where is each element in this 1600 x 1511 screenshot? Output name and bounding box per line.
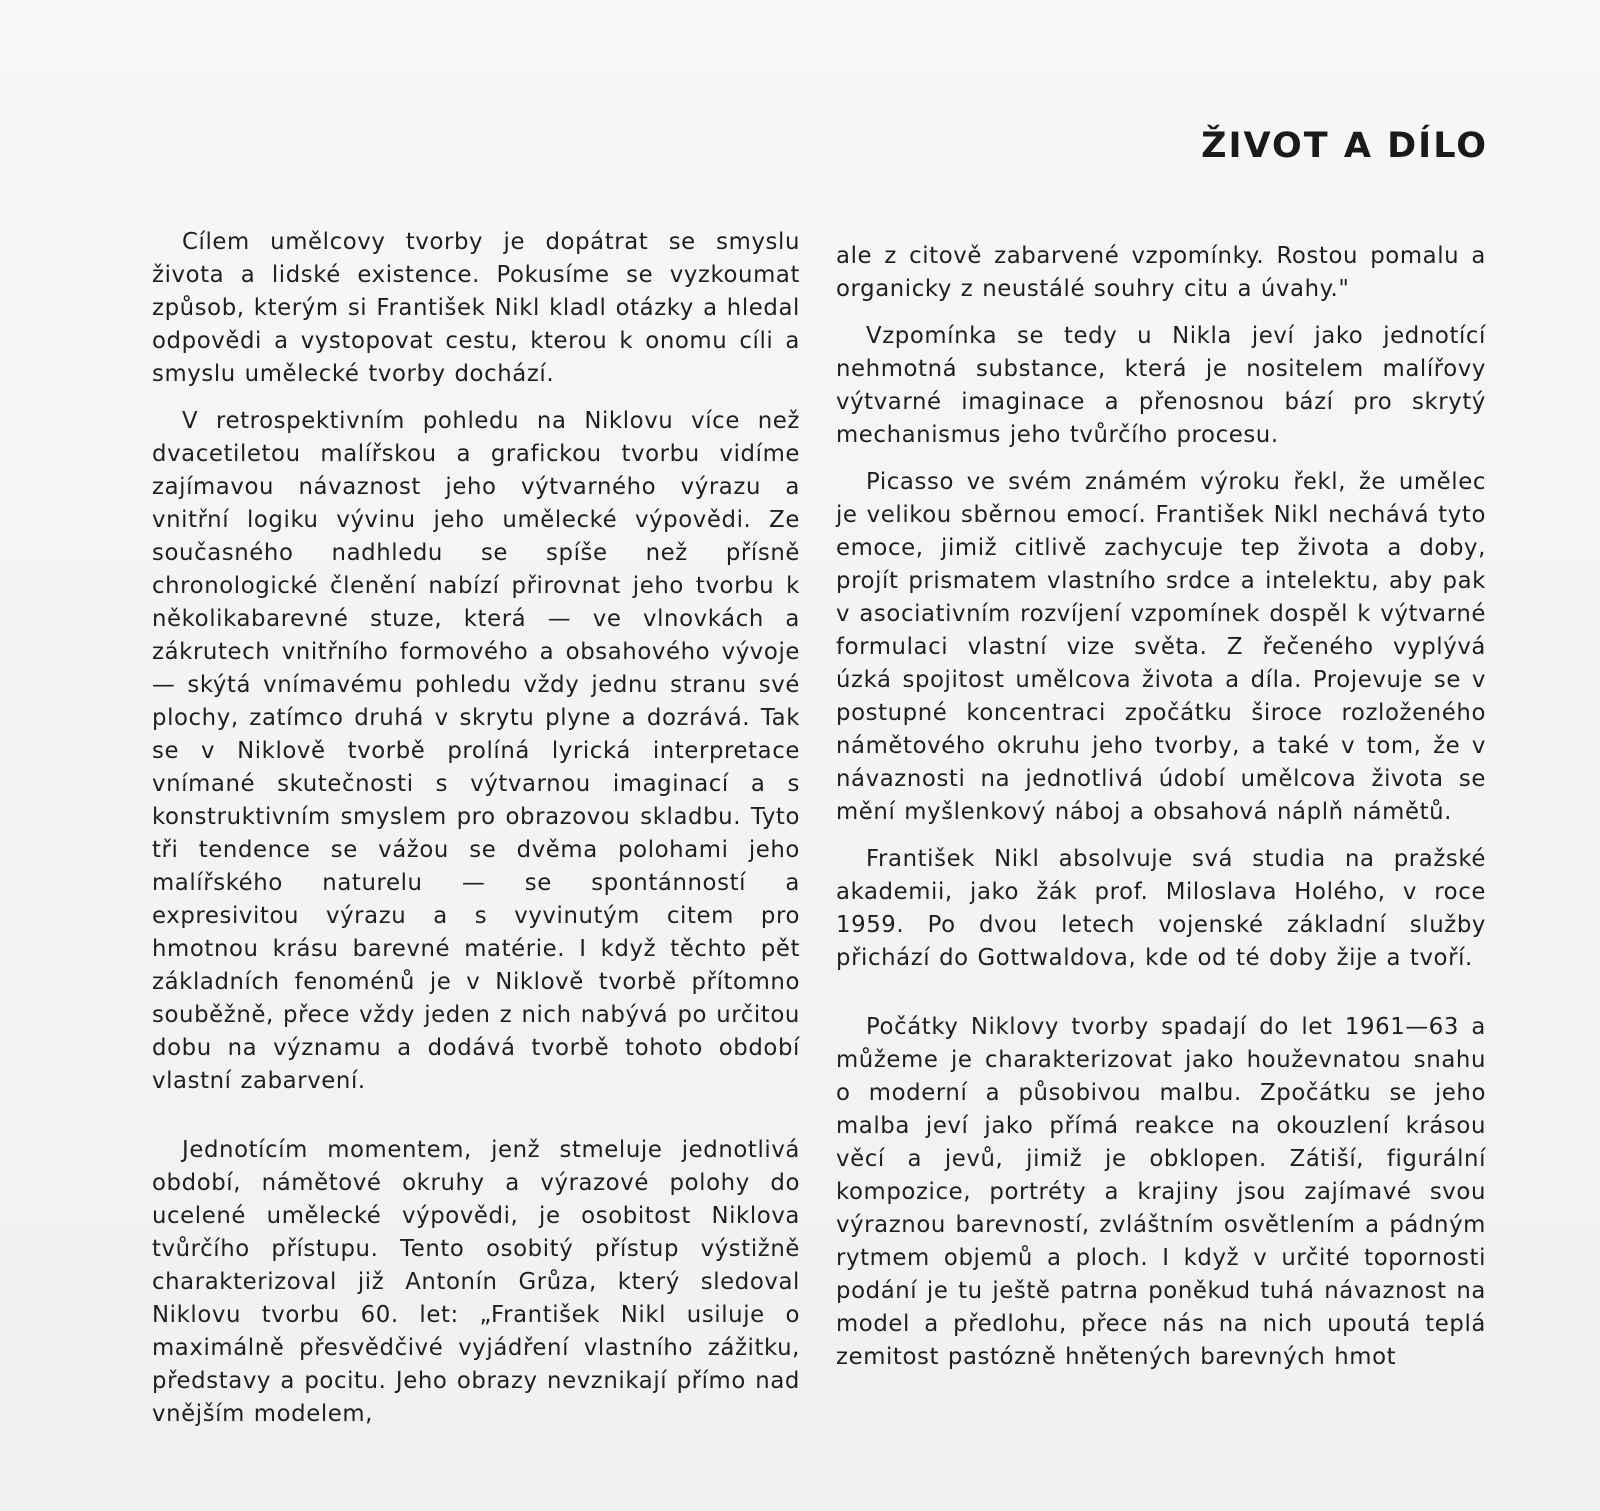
paragraph: V retrospektivním pohledu na Niklovu více než dvacetiletou malířskou a grafickou tvorbu vidíme zajímavou návaznost jeho výtvarného výrazu a vnitřní logiku vývinu jeho umělecké výpovědi. Ze současného nadhledu se spíše než přísně chronologické členění nabízí přirovnat jeho tvorbu k několikabarevné stuze, která — ve vlnovkách a zákrutech vnitřního formového a obsahového vývoje — skýtá vnímavému pohledu vždy jednu stranu své plochy, zatímco druhá v skrytu plyne a dozrává. Tak se v Niklově tvorbě prolíná lyrická interpretace vnímané skutečnosti s výtvarnou imaginací a s konstruktivním smyslem pro obrazovou skladbu. Tyto tři tendence se vážou se dvěma polohami jeho malířského naturelu — se spontánností a expresivitou výrazu a s vyvinutým citem pro hmotnou krásu barevné matérie. I když těchto pět základních fenoménů je v Niklově tvorbě přítomno souběžně, přece vždy jeden z nich nabývá po určitou dobu na významu a dodává tvorbě tohoto období vlastní zabarvení. <box>152 408 800 1094</box>
paragraph: Cílem umělcovy tvorby je dopátrat se smyslu života a lidské existence. Pokusíme se vyzkoumat způsob, kterým si František Nikl kladl otázky a hledal odpovědi a vystopovat cestu, kterou k onomu cíli a smyslu umělecké tvorby dochází. <box>152 229 800 387</box>
paragraph: Počátky Niklovy tvorby spadají do let 1961—63 a můžeme je charakterizovat jako houževnatou snahu o moderní a působivou malbu. Zpočátku se jeho malba jeví jako přímá reakce na okouzlení krásou věcí a jevů, jimiž je obklopen. Zátiší, figurální kompozice, portréty a krajiny jsou zajímavé svou výraznou barevností, zvláštním osvětlením a pádným rytmem objemů a ploch. I když v určité topornosti podání je tu ještě patrna poněkud tuhá návaznost na model a předlohu, přece nás na nich upoutá teplá zemitost pastózně hnětených barevných hmot <box>836 1014 1486 1370</box>
paragraph: Jednotícím momentem, jenž stmeluje jednotlivá období, námětové okruhy a výrazové polohy do ucelené umělecké výpovědi, je osobitost Niklova tvůrčího přístupu. Tento osobitý přístup výstižně charakterizoval již Antonín Grůza, který sledoval Niklovu tvorbu 60. let: „František Nikl usiluje o maximálně přesvědčivé vyjádření vlastního zážitku, představy a pocitu. Jeho obrazy nevznikají přímo nad vnějším modelem, <box>152 1137 800 1427</box>
paragraph: Picasso ve svém známém výroku řekl, že umělec je velikou sběrnou emocí. František Nikl nechává tyto emoce, jimiž citlivě zachycuje tep života a doby, projít prismatem vlastního srdce a intelektu, aby pak v asociativním rozvíjení vzpomínek dospěl k výtvarné formulaci vlastní vize světa. Z řečeného vyplývá úzká spojitost umělcova života a díla. Projevuje se v postupné koncentraci zpočátku široce rozloženého námětového okruhu jeho tvorby, a také v tom, že v návaznosti na jednotlivá údobí umělcova života se mění myšlenkový náboj a obsahová náplň námětů. <box>836 469 1486 825</box>
right-text-column <box>836 240 1486 1374</box>
paragraph: Vzpomínka se tedy u Nikla jeví jako jednotící nehmotná substance, která je nositelem malířovy výtvarné imaginace a přenosnou bází pro skrytý mechanismus jeho tvůrčího procesu. <box>836 323 1486 448</box>
page-title: ŽIVOT A DÍLO <box>1201 126 1488 166</box>
paragraph: František Nikl absolvuje svá studia na pražské akademii, jako žák prof. Miloslava Holého, v roce 1959. Po dvou letech vojenské základní služby přichází do Gottwaldova, kde od té doby žije a tvoří. <box>836 846 1486 971</box>
paragraph: ale z citově zabarvené vzpomínky. Rostou pomalu a organicky z neustálé souhry citu a úvahy." <box>836 243 1486 302</box>
left-text-column <box>152 226 800 1431</box>
